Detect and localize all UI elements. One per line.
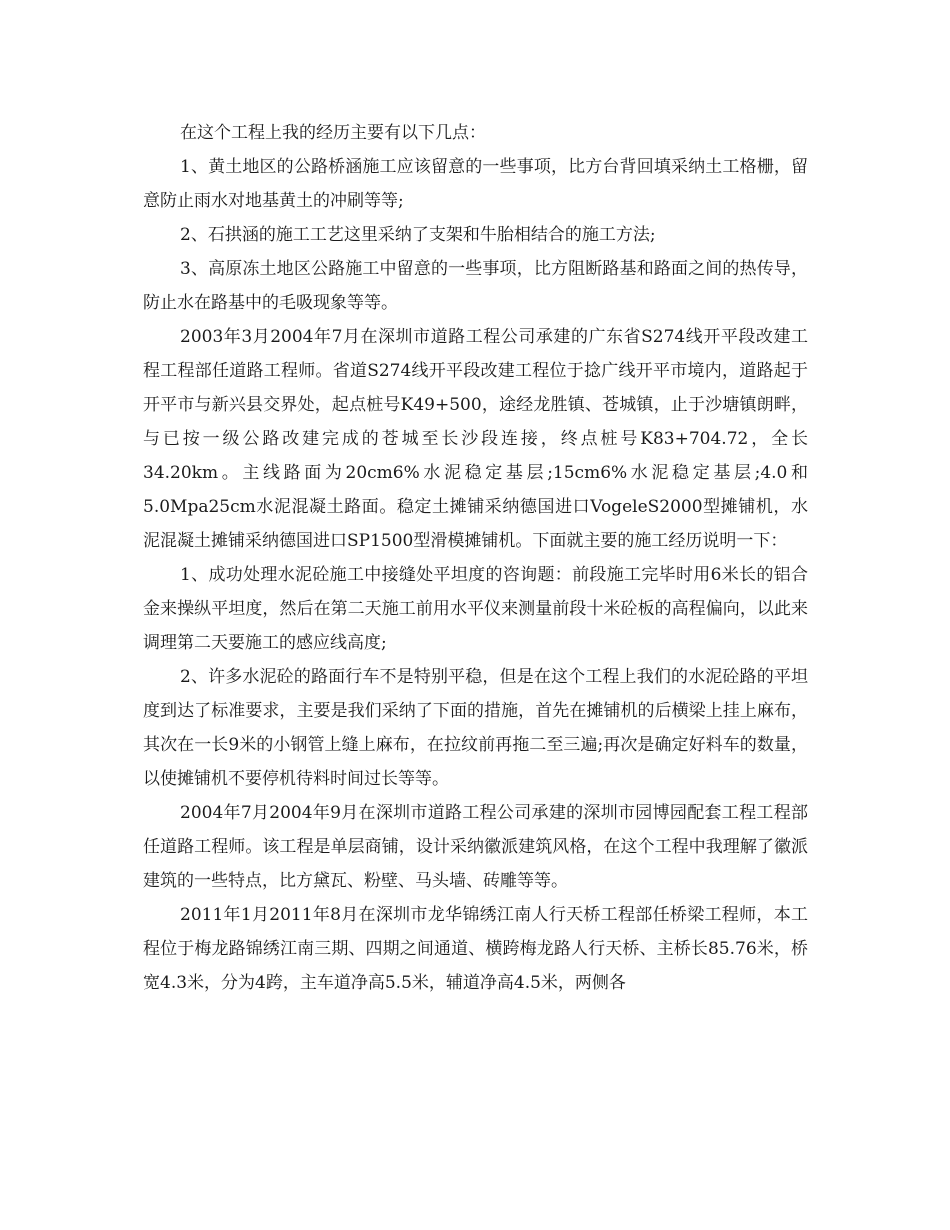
paragraph-s274-project: 2003年3月2004年7月在深圳市道路工程公司承建的广东省S274线开平段改建工程工程部任道路工程师。省道S274线开平段改建工程位于捻广线开平市境内，道路起于开平市与新兴县交界处，起点桩号K49+500，途经龙胜镇、苍城镇，止于沙塘镇朗畔，与已按一级公路改建完成的苍城至长沙段连接，终点桩号K83+704.72，全长34.20km。主线路面为20cm6%水泥稳定基层;15cm6%水泥稳定基层;4.0和5.0Mpa25cm水泥混凝土路面。稳定土摊铺采纳德国进口VogeleS2000型摊铺机，水泥混凝土摊铺采纳德国进口SP1500型滑模摊铺机。下面就主要的施工经历说明一下： bbox=[143, 327, 808, 551]
paragraph-stone-arch-culvert: 2、石拱涵的施工工艺这里采纳了支架和牛胎相结合的施工方法; bbox=[180, 225, 656, 245]
paragraph-pavement-smoothness: 2、许多水泥砼的路面行车不是特别平稳，但是在这个工程上我们的水泥砼路的平坦度到达了标准要求，主要是我们采纳了下面的措施，首先在摊铺机的后横梁上挂上麻布，其次在一长9米的小钢管上缝上麻布，在拉纹前再拖二至三遍;再次是确定好料车的数量，以使摊铺机不要停机待料时间过长等等。 bbox=[143, 667, 808, 789]
document-body bbox=[143, 116, 808, 1000]
paragraph-permafrost-notes: 3、高原冻土地区公路施工中留意的一些事项，比方阻断路基和路面之间的热传导，防止水在路基中的毛吸现象等等。 bbox=[143, 259, 808, 313]
paragraph-expo-garden-project: 2004年7月2004年9月在深圳市道路工程公司承建的深圳市园博园配套工程工程部任道路工程师。该工程是单层商铺，设计采纳徽派建筑风格，在这个工程中我理解了徽派建筑的一些特点，比方黛瓦、粉壁、马头墙、砖雕等等。 bbox=[143, 803, 808, 891]
paragraph-loess-bridge-notes: 1、黄土地区的公路桥涵施工应该留意的一些事项，比方台背回填采纳土工格栅，留意防止雨水对地基黄土的冲刷等等; bbox=[143, 157, 808, 211]
paragraph-pedestrian-bridge-project: 2011年1月2011年8月在深圳市龙华锦绣江南人行天桥工程部任桥梁工程师，本工程位于梅龙路锦绣江南三期、四期之间通道、横跨梅龙路人行天桥、主桥长85.76米，桥宽4.3米，分为4跨，主车道净高5.5米，辅道净高4.5米，两侧各 bbox=[143, 905, 808, 993]
paragraph-experience-intro: 在这个工程上我的经历主要有以下几点： bbox=[180, 123, 486, 143]
paragraph-joint-flatness: 1、成功处理水泥砼施工中接缝处平坦度的咨询题：前段施工完毕时用6米长的铝合金来操纵平坦度，然后在第二天施工前用水平仪来测量前段十米砼板的高程偏向，以此来调理第二天要施工的感应线高度; bbox=[143, 565, 808, 653]
